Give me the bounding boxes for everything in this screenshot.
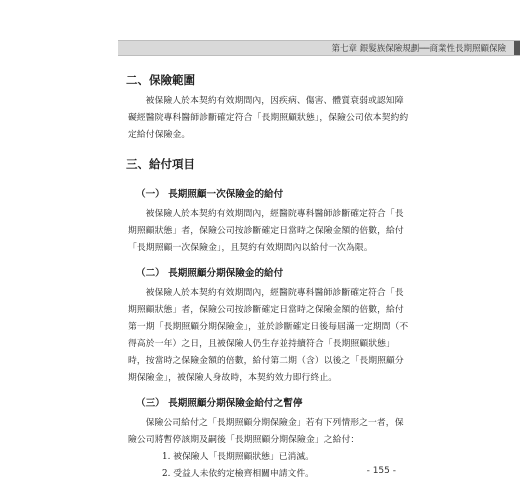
subsection-title-lump-sum: （一） 長期照顧一次保險金的給付 [136, 189, 284, 200]
section-title-coverage: 二、保險範圍 [126, 73, 195, 87]
section-title-benefits: 三、給付項目 [126, 157, 195, 171]
page-number: - 155 - [366, 466, 396, 476]
paragraph-suspension: 保險公司給付之「長期照顧分期保險金」若有下列情形之一者，保險公司將暫停該期及嗣後「長期照顧分期保險金」之給付： [128, 418, 404, 445]
chapter-header-bar [118, 40, 520, 56]
list-item: 1. 被保險人「長期照顧狀態」已消滅。 [162, 452, 314, 462]
subsection-title-installment: （二） 長期照顧分期保險金的給付 [136, 268, 284, 279]
header-tab-marker [514, 41, 520, 55]
list-item: 2. 受益人未依約定檢齊相關申請文件。 [162, 469, 314, 479]
subsection-title-suspension: （三） 長期照顧分期保險金給付之暫停 [136, 398, 303, 409]
chapter-header-text: 第七章 銀髮族保險規劃──商業性長期照顧保險 [331, 44, 506, 54]
page-content [126, 62, 412, 483]
paragraph-lump-sum: 被保險人於本契約有效期間內，經醫院專科醫師診斷確定符合「長期照顧狀態」者，保險公司按診斷確定日當時之保險金額的倍數，給付「長期照顧一次保險金」，且契約有效期間內以給付一次為限。 [128, 209, 404, 253]
paragraph-coverage: 被保險人於本契約有效期間內，因疾病、傷害、體質衰弱或認知障礙經醫院專科醫師診斷確定符合「長期照顧狀態」，保險公司依本契約約定給付保險金。 [128, 96, 409, 140]
paragraph-installment: 被保險人於本契約有效期間內，經醫院專科醫師診斷確定符合「長期照顧狀態」者，保險公司按診斷確定日當時之保險金額的倍數，給付第一期「長期照顧分期保險金」，並於診斷確定日後每屆滿一定期間（不得高於一年）之日，且被保險人仍生存並持續符合「長期照顧狀態」時，按當時之保險金額的倍數，給付第二期（含）以後之「長期照顧分期保險金」，被保險人身故時，本契約效力即行終止。 [128, 288, 409, 383]
